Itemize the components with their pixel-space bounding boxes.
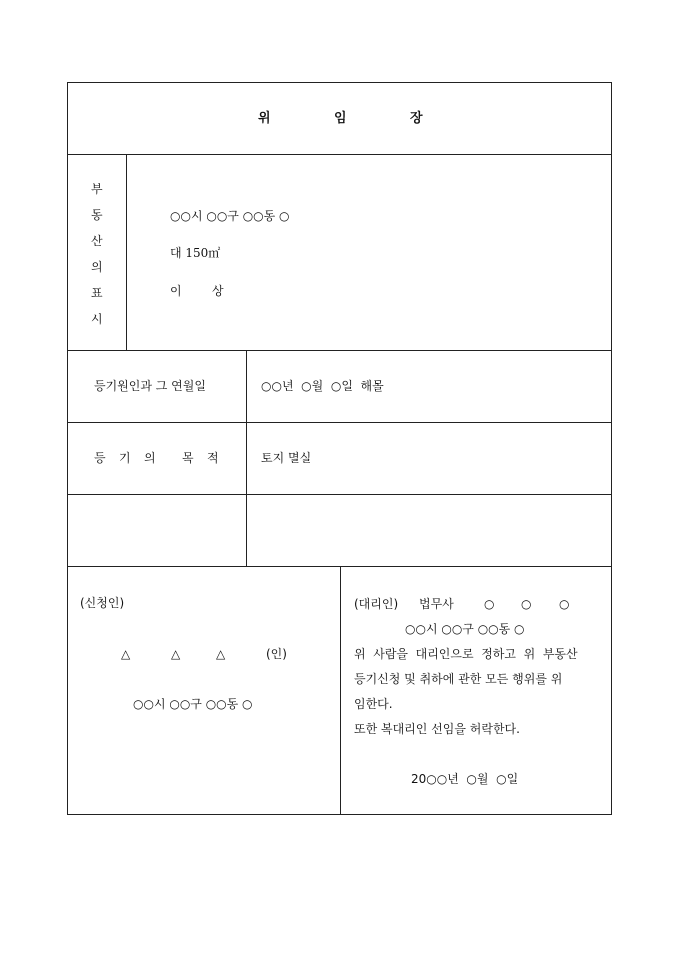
divider-title	[67, 154, 612, 155]
title-char-1: 위	[258, 111, 271, 126]
purpose-label-char: 기	[119, 451, 131, 465]
purpose-label-char: 의	[144, 451, 156, 465]
divider-property	[67, 350, 612, 351]
property-end-a: 이	[170, 284, 182, 298]
property-label-char: 동	[91, 208, 103, 222]
property-label-char: 시	[91, 312, 103, 326]
agent-name-mark: ○	[559, 597, 570, 611]
property-label-char: 표	[91, 286, 103, 300]
purpose-value: 토지 멸실	[261, 451, 312, 465]
agent-address: ○○시 ○○구 ○○동 ○	[405, 622, 525, 636]
property-end-b: 상	[212, 284, 224, 298]
property-label-divider	[126, 154, 127, 350]
purpose-label-char: 등	[94, 451, 106, 465]
agent-name-mark: ○	[521, 597, 532, 611]
agent-date: 20○○년 ○월 ○일	[411, 772, 519, 786]
title-char-3: 장	[410, 111, 423, 126]
purpose-label-char: 목	[182, 451, 194, 465]
property-label-char: 산	[91, 234, 103, 248]
divider-cause	[67, 422, 612, 423]
property-label-char: 부	[91, 182, 103, 196]
cause-label: 등기원인과 그 연월일	[94, 379, 206, 393]
agent-heading: (대리인)	[354, 597, 399, 611]
agent-text-line: 등기신청 및 취하에 관한 모든 행위를 위	[354, 672, 563, 686]
divider-purpose	[67, 494, 612, 495]
property-land: 대 150㎡	[170, 246, 221, 260]
applicant-mark: △	[216, 647, 226, 661]
row-label-divider	[246, 350, 247, 566]
agent-text-line: 임한다.	[354, 697, 393, 711]
property-label-char: 의	[91, 260, 103, 274]
applicant-address: ○○시 ○○구 ○○동 ○	[133, 697, 253, 711]
agent-name-mark: ○	[484, 597, 495, 611]
applicant-mark: △	[121, 647, 131, 661]
purpose-label-char: 적	[207, 451, 219, 465]
applicant-seal: (인)	[266, 647, 287, 661]
agent-role: 법무사	[419, 597, 454, 611]
agent-text-line: 위 사람을 대리인으로 정하고 위 부동산	[354, 647, 578, 661]
applicant-heading: (신청인)	[80, 596, 125, 610]
signature-divider	[340, 566, 341, 815]
agent-text-line: 또한 복대리인 선임을 허락한다.	[354, 722, 520, 736]
property-address: ○○시 ○○구 ○○동 ○	[170, 209, 290, 223]
title-char-2: 임	[334, 111, 347, 126]
cause-value: ○○년 ○월 ○일 해몰	[261, 379, 384, 393]
applicant-mark: △	[171, 647, 181, 661]
